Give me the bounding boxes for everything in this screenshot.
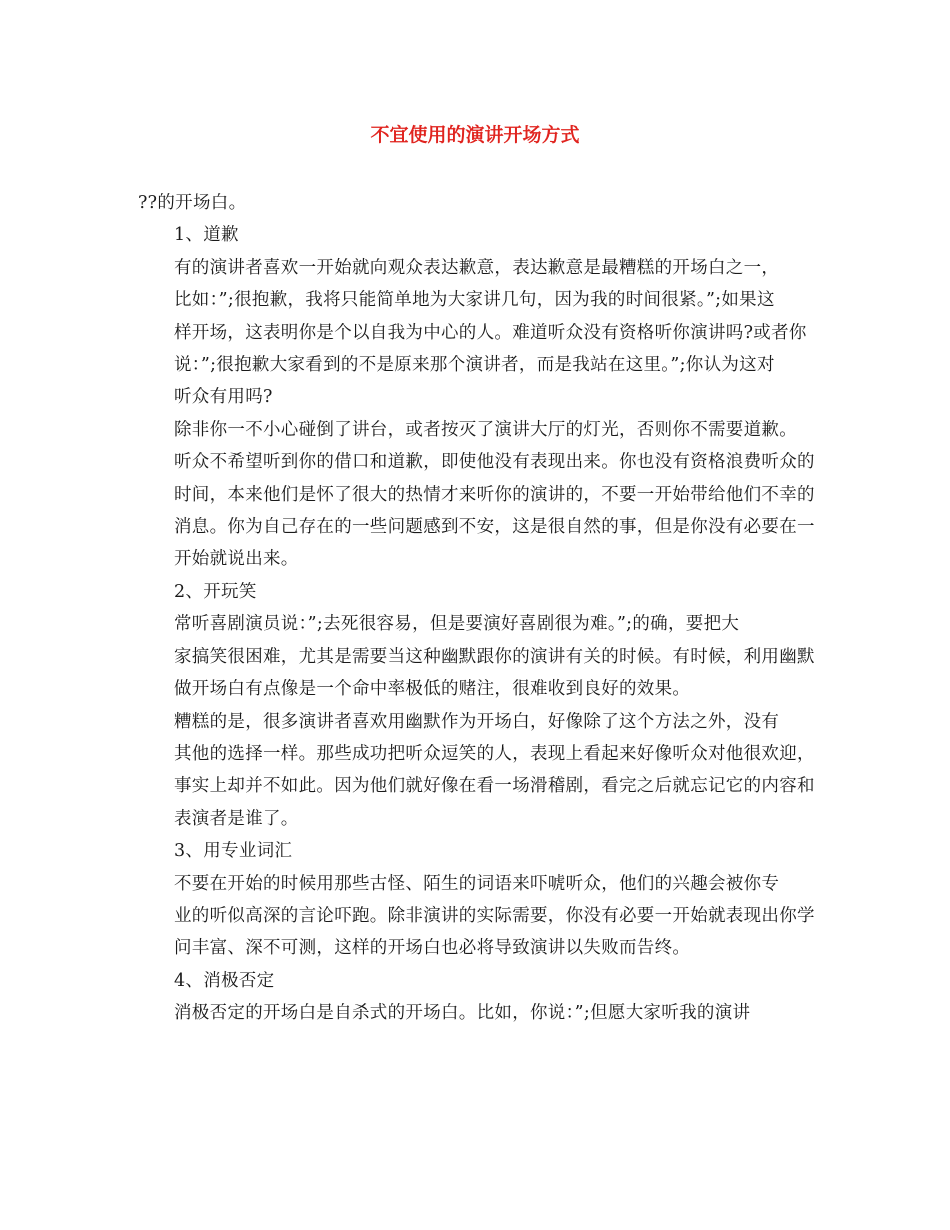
paragraph xyxy=(138,252,818,414)
text-line: ??的开场白。 xyxy=(138,193,247,213)
text-line: 1、道歉 xyxy=(174,225,239,246)
paragraph xyxy=(138,219,818,251)
paragraph xyxy=(138,965,818,997)
text-line: 表演者是谁了。 xyxy=(174,808,299,829)
document-body xyxy=(138,187,818,1030)
text-line: 3、用专业词汇 xyxy=(174,841,293,862)
text-line: 除非你一不小心碰倒了讲台，或者按灭了演讲大厅的灯光，否则你不需要道歉。 xyxy=(174,419,797,440)
text-line: 消极否定的开场白是自杀式的开场白。比如，你说：”;但愿大家听我的演讲 xyxy=(174,1003,751,1024)
text-line: 不要在开始的时候用那些古怪、陌生的词语来吓唬听众，他们的兴趣会被你专 xyxy=(174,873,780,894)
text-line: 糟糕的是，很多演讲者喜欢用幽默作为开场白，好像除了这个方法之外，没有 xyxy=(174,711,780,732)
text-line: 家搞笑很困难，尤其是需要当这种幽默跟你的演讲有关的时候。有时候，利用幽默 xyxy=(174,646,815,667)
text-line: 比如：”;很抱歉，我将只能简单地为大家讲几句，因为我的时间很紧。”;如果这 xyxy=(174,290,775,311)
paragraph xyxy=(138,835,818,867)
paragraph xyxy=(138,868,818,965)
text-line: 开始就说出来。 xyxy=(174,549,299,570)
text-line: 听众不希望听到你的借口和道歉，即使他没有表现出来。你也没有资格浪费听众的 xyxy=(174,452,815,473)
text-line: 消息。你为自己存在的一些问题感到不安，这是很自然的事，但是你没有必要在一 xyxy=(174,517,815,538)
text-line: 常听喜剧演员说：”;去死很容易，但是要演好喜剧很为难。”;的确，要把大 xyxy=(174,614,740,635)
paragraph xyxy=(138,576,818,608)
text-line: 其他的选择一样。那些成功把听众逗笑的人，表现上看起来好像听众对他很欢迎， xyxy=(174,743,815,764)
document-title: 不宜使用的演讲开场方式 xyxy=(370,124,580,146)
text-line: 事实上却并不如此。因为他们就好像在看一场滑稽剧，看完之后就忘记它的内容和 xyxy=(174,776,815,797)
text-line: 2、开玩笑 xyxy=(174,581,257,602)
text-line: 做开场白有点像是一个命中率极低的赌注，很难收到良好的效果。 xyxy=(174,679,691,700)
text-line: 时间，本来他们是怀了很大的热情才来听你的演讲的，不要一开始带给他们不幸的 xyxy=(174,484,815,505)
text-line: 样开场，这表明你是个以自我为中心的人。难道听众没有资格听你演讲吗?或者你 xyxy=(174,322,807,343)
paragraph xyxy=(138,997,818,1029)
text-line: 4、消极否定 xyxy=(174,970,275,991)
paragraph xyxy=(138,187,818,219)
text-line: 听众有用吗? xyxy=(174,387,273,408)
paragraph xyxy=(138,706,818,836)
paragraph xyxy=(138,414,818,576)
text-line: 业的听似高深的言论吓跑。除非演讲的实际需要，你没有必要一开始就表现出你学 xyxy=(174,905,815,926)
paragraph xyxy=(138,608,818,705)
text-line: 有的演讲者喜欢一开始就向观众表达歉意，表达歉意是最糟糕的开场白之一， xyxy=(174,257,780,278)
text-line: 问丰富、深不可测，这样的开场白也必将导致演讲以失败而告终。 xyxy=(174,938,691,959)
text-line: 说：”;很抱歉大家看到的不是原来那个演讲者，而是我站在这里。”;你认为这对 xyxy=(174,355,775,376)
